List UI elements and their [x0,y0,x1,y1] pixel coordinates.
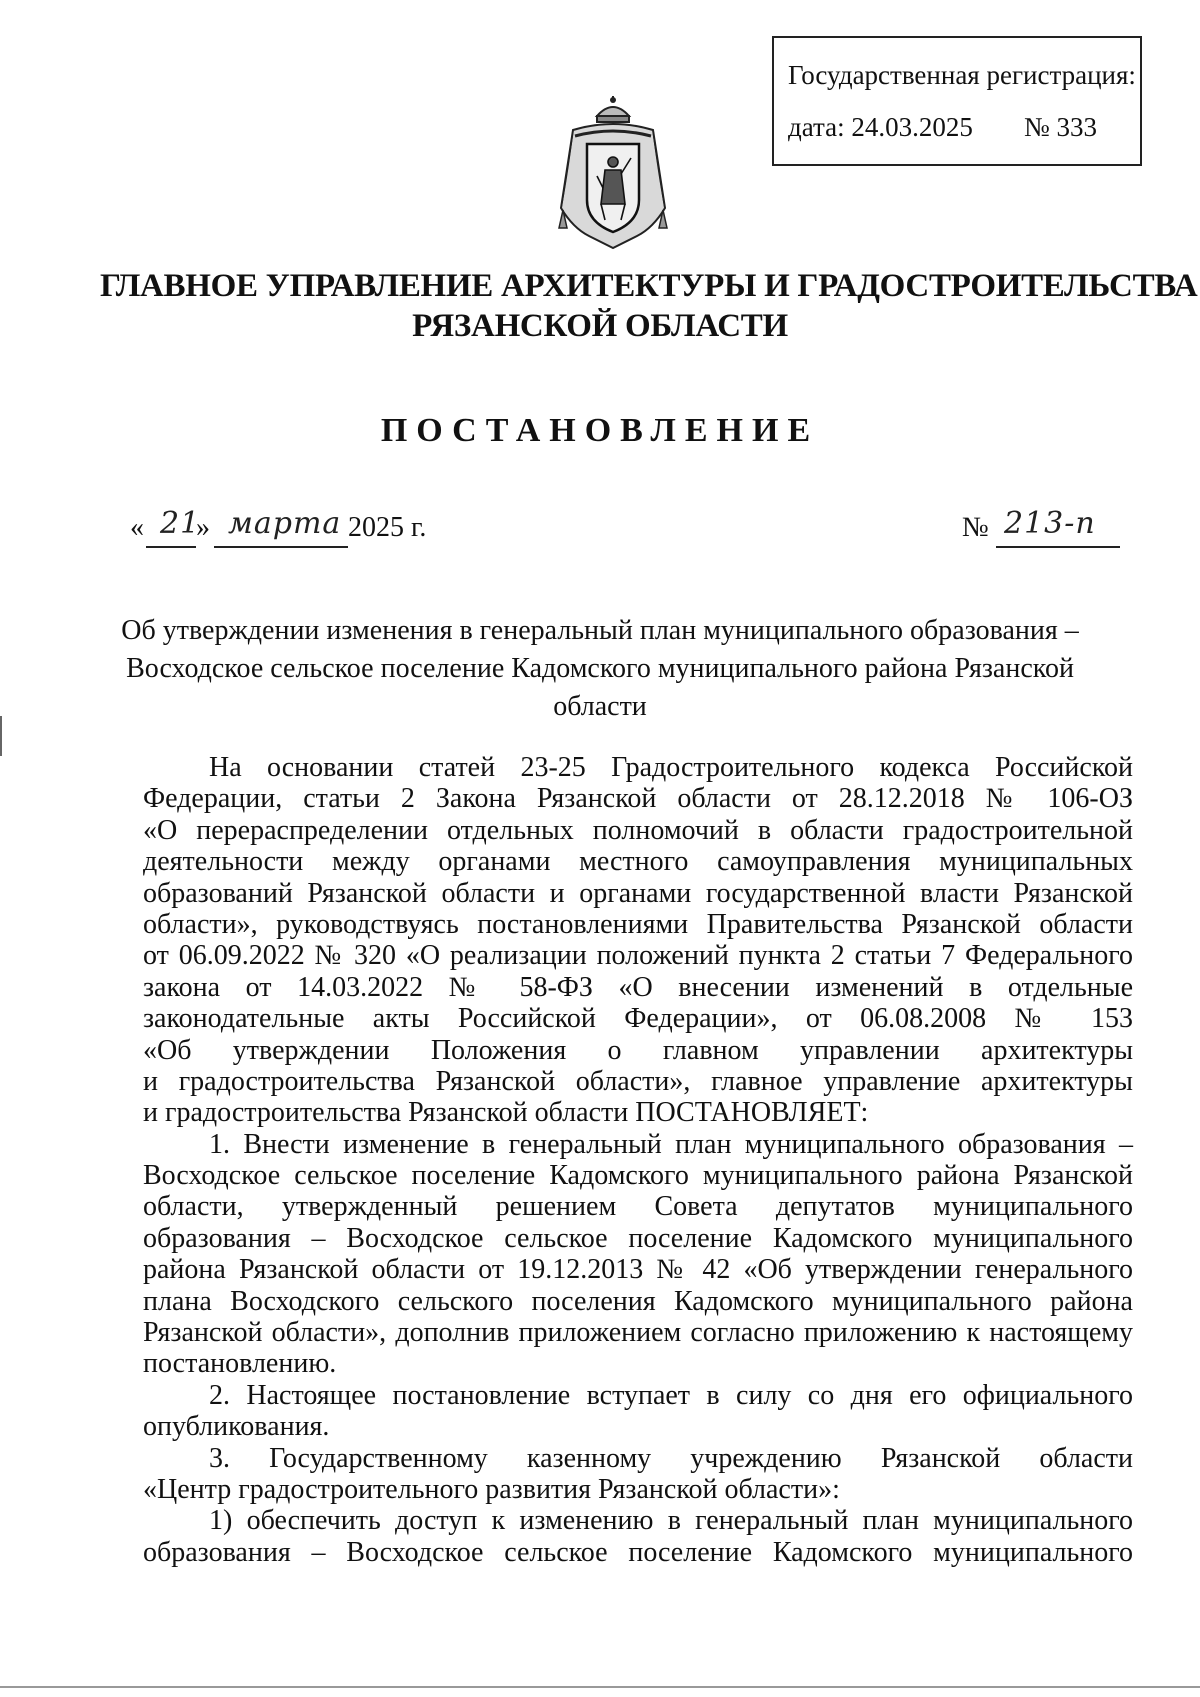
document-number [962,506,1132,552]
date-month-handwritten: марта [228,506,342,541]
document-number-label: № [962,512,989,543]
body-line: законодательные акты Российской Федерации», от 06.08.2008 № 153 [143,1003,1133,1035]
body-line: Рязанской области», дополнив приложением согласно приложению к настоящему [143,1317,1133,1349]
document-number-handwritten: 213-п [1004,506,1096,541]
agency-name-line-2: РЯЗАНСКОЙ ОБЛАСТИ [412,308,788,344]
body-line: опубликования. [143,1411,330,1443]
body-line: «Центр градостроительного развития Рязанской области»: [143,1473,840,1505]
body-line: образования – Восходское сельское поселение Кадомского муниципального [143,1222,1133,1254]
document-type-title: ПОСТАНОВЛЕНИЕ [380,412,820,449]
body-line: 1) обеспечить доступ к изменению в генеральный план муниципального [209,1505,1133,1537]
body-line: Федерации, статьи 2 Закона Рязанской области от 28.12.2018 № 106-ОЗ [143,783,1133,815]
document-subject [100,612,1100,726]
date-day-handwritten: 21 [160,506,201,541]
body-line: постановлению. [143,1348,337,1380]
date-month-underline [214,546,348,548]
subject-line: области [553,691,647,722]
body-line: образований Рязанской области и органами государственной власти Рязанской [143,877,1133,909]
scan-margin-mark [0,716,2,756]
agency-name [100,266,1198,346]
body-line: от 06.09.2022 № 320 «О реализации положений пункта 2 статьи 7 Федерального [143,940,1133,972]
body-line: 3. Государственному казенному учреждению Рязанской области [209,1442,1133,1474]
body-line: района Рязанской области от 19.12.2013 № 42 «Об утверждении генерального [143,1254,1133,1286]
registration-stamp [772,36,1142,166]
date-open-quote: « [130,512,144,543]
registration-number: № 333 [1024,112,1098,142]
document-number-underline [996,546,1120,548]
body-line: области», руководствуясь постановлениями Правительства Рязанской области [143,908,1133,940]
date-close-quote: » [196,512,210,543]
agency-name-line-1: ГЛАВНОЕ УПРАВЛЕНИЕ АРХИТЕКТУРЫ И ГРАДОСТРОИТЕЛЬСТВА [100,268,1198,304]
body-line: 2. Настоящее постановление вступает в силу со дня его официального [209,1379,1133,1411]
body-line: «О перераспределении отдельных полномочий в области градостроительной [143,814,1133,846]
date-year: 2025 г. [348,512,427,543]
body-line: На основании статей 23-25 Градостроительного кодекса Российской [209,752,1133,783]
body-line: деятельности между органами местного самоуправления муниципальных [143,846,1133,878]
body-line: и градостроительства Рязанской области», главное управление архитектуры [143,1065,1133,1097]
date-day-underline [146,546,196,548]
scan-bottom-edge [0,1686,1200,1688]
registration-date: дата: 24.03.2025 [788,112,973,142]
body-line: образования – Восходское сельское поселение Кадомского муниципального [143,1536,1133,1568]
registration-title: Государственная регистрация: [788,60,1136,90]
document-body [143,752,1133,1568]
body-line: плана Восходского сельского поселения Кадомского муниципального района [143,1285,1133,1317]
ryazan-coat-of-arms-icon [553,96,673,256]
body-line: и градостроительства Рязанской области ПОСТАНОВЛЯЕТ: [143,1097,869,1129]
subject-line: Об утверждении изменения в генеральный план муниципального образования – [121,615,1079,646]
body-line: области, утвержденный решением Совета депутатов муниципального [143,1191,1133,1223]
subject-line: Восходское сельское поселение Кадомского муниципального района Рязанской [126,653,1074,684]
body-line: Восходское сельское поселение Кадомского муниципального района Рязанской [143,1160,1133,1192]
body-line: 1. Внести изменение в генеральный план муниципального образования – [209,1128,1133,1160]
body-line: «Об утверждении Положения о главном управлении архитектуры [143,1034,1133,1066]
body-line: закона от 14.03.2022 № 58-ФЗ «О внесении изменений в отдельные [143,971,1133,1003]
